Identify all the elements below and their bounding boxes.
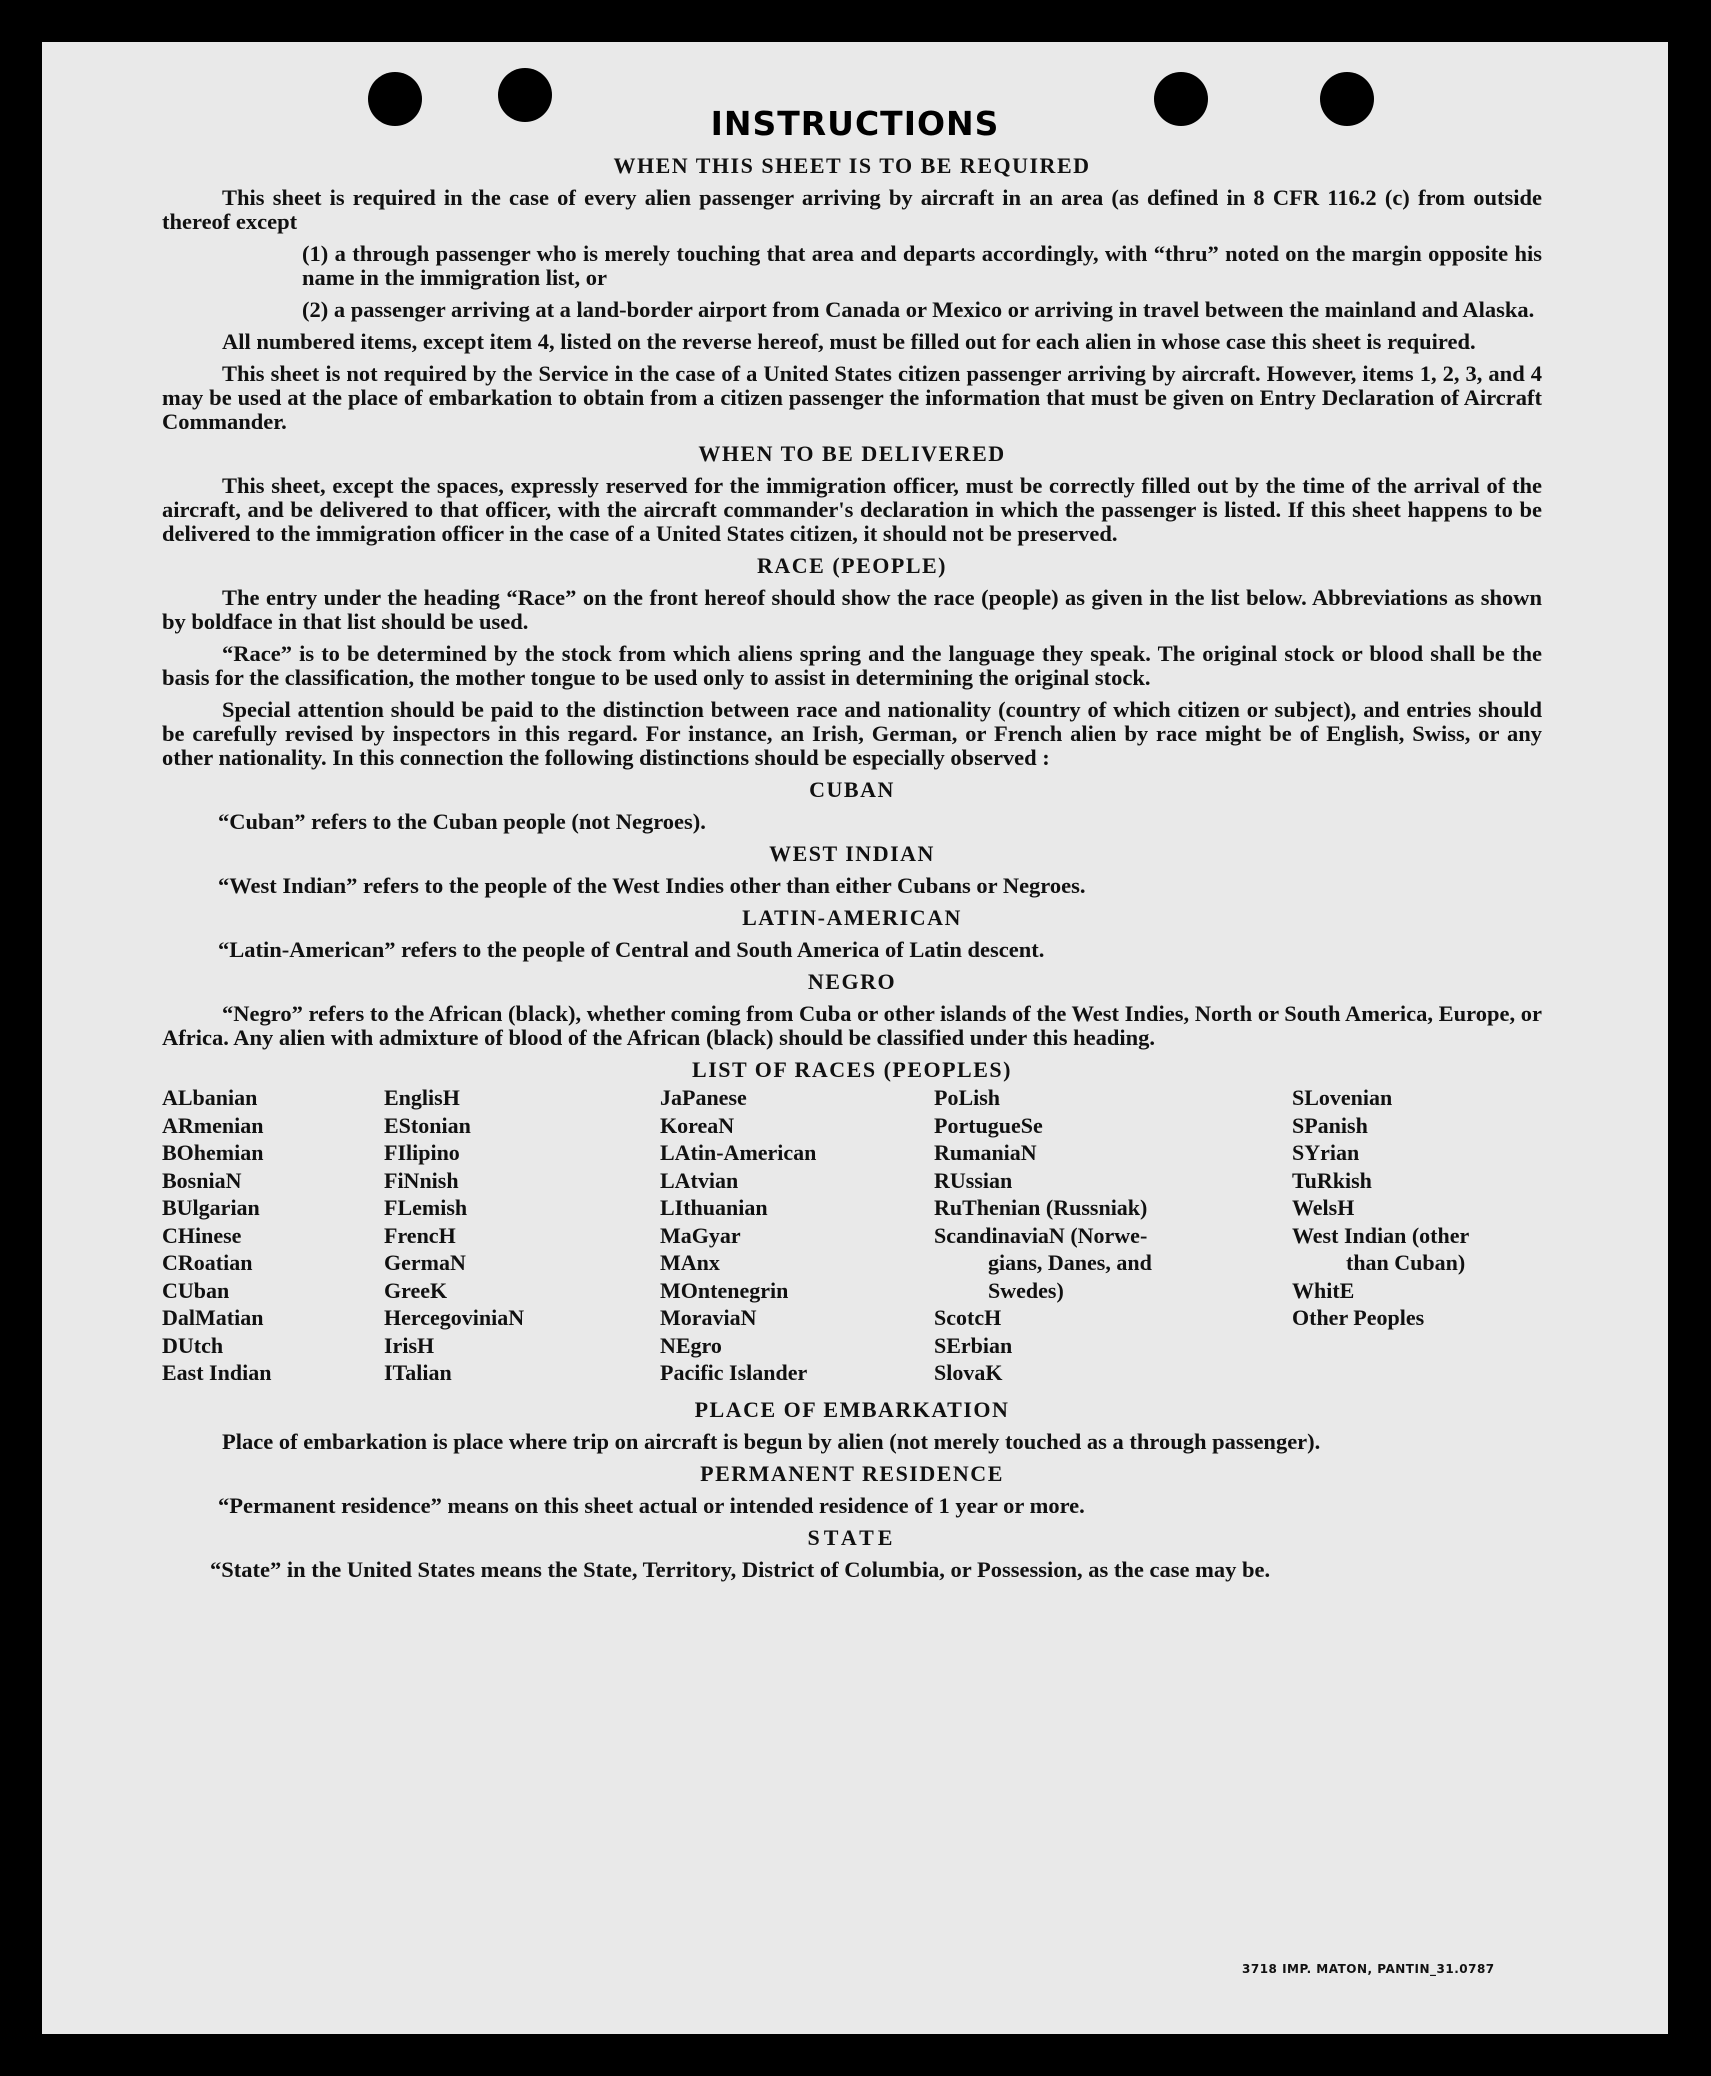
form-sheet: [42, 42, 1668, 2034]
list-item: ALbanian: [162, 1085, 258, 1110]
heading-embarkation: PLACE OF EMBARKATION: [694, 1397, 1010, 1422]
list-item: RumaniaN: [934, 1140, 1037, 1165]
definition-permanent-residence: “Permanent residence” means on this sheet actual or intended residence of 1 year or more.: [218, 1493, 1085, 1518]
list-item: MoraviaN: [660, 1305, 757, 1330]
list-item: MOntenegrin: [660, 1277, 789, 1303]
list-item: PoLish: [934, 1085, 1001, 1110]
definition-latin-american: “Latin-American” refers to the people of Central and South America of Latin descent.: [218, 937, 1045, 962]
list-item: FrencH: [384, 1222, 456, 1248]
definition-negro: “Negro” refers to the African (black), whether coming from Cuba or other islands of the West Indies, North or South America, Europe, or Africa. Any alien with admixture of blood of the African (black) should be classified under this heading.: [162, 1001, 1542, 1050]
list-item: FiNnish: [384, 1167, 459, 1193]
list-item: MaGyar: [660, 1222, 741, 1248]
page-title: INSTRUCTIONS: [710, 104, 1000, 143]
exception-item-2: (2) a passenger arriving at a land-border airport from Canada or Mexico or arriving in travel between the mainland and Alaska.: [302, 297, 1535, 322]
list-item: EStonian: [384, 1112, 471, 1138]
list-item: LIthuanian: [660, 1195, 768, 1220]
list-item: RuThenian (Russniak): [934, 1195, 1148, 1220]
races-column-4: [934, 1084, 1152, 1387]
heading-list-of-races: LIST OF RACES (PEOPLES): [692, 1057, 1012, 1082]
definition-embarkation: Place of embarkation is place where trip on aircraft is begun by alien (not merely touched as a through passenger).: [222, 1429, 1321, 1454]
paragraph: This sheet is not required by the Service in the case of a United States citizen passenger arriving by aircraft. However, items 1, 2, 3, and 4 may be used at the place of embarkation to obtain from a citizen passenger the information that must be given on Entry Declaration of Aircraft Commander.: [162, 361, 1542, 434]
list-item: SPanish: [1292, 1112, 1368, 1138]
list-item: CRoatian: [162, 1250, 253, 1275]
list-item: Other Peoples: [1292, 1305, 1425, 1330]
races-column-5: [1292, 1084, 1469, 1332]
list-item: CUban: [162, 1277, 230, 1303]
definition-west-indian: “West Indian” refers to the people of the West Indies other than either Cubans or Negroes.: [218, 873, 1086, 898]
list-item: TuRkish: [1292, 1167, 1372, 1193]
list-item: East Indian: [162, 1360, 272, 1385]
races-list: [162, 1084, 1542, 1392]
list-item: MAnx: [660, 1250, 720, 1275]
list-item: Pacific Islander: [660, 1360, 808, 1385]
list-item: RUssian: [934, 1167, 1013, 1193]
heading-state: STATE: [807, 1525, 897, 1550]
list-item: GermaN: [384, 1250, 466, 1275]
definition-cuban: “Cuban” refers to the Cuban people (not Negroes).: [218, 809, 706, 834]
heading-latin-american: LATIN-AMERICAN: [742, 905, 962, 930]
list-item: GreeK: [384, 1277, 448, 1303]
heading-negro: NEGRO: [807, 969, 897, 994]
list-item: SlovaK: [934, 1360, 1003, 1385]
paragraph: This sheet, except the spaces, expressly reserved for the immigration officer, must be correctly filled out by the time of the arrival of the aircraft, and be delivered to that officer, with the aircraft commander's declaration in which the passenger is listed. If this sheet happens to be delivered to the immigration officer in the case of a United States citizen, it should not be preserved.: [162, 473, 1542, 546]
list-item: LAtvian: [660, 1167, 739, 1193]
list-item: JaPanese: [660, 1085, 747, 1110]
list-item: HercegoviniaN: [384, 1305, 525, 1330]
list-item: NEgro: [660, 1332, 722, 1358]
list-item: SLovenian: [1292, 1085, 1393, 1110]
instructions-body: [162, 154, 1542, 1590]
races-column-1: [162, 1084, 271, 1387]
list-item: ScotcH: [934, 1305, 1002, 1330]
list-item: WelsH: [1292, 1195, 1355, 1220]
list-item: LAtin-American: [660, 1140, 817, 1165]
list-item: BosniaN: [162, 1167, 242, 1193]
list-item: gians, Danes, and: [988, 1250, 1152, 1275]
heading-cuban: CUBAN: [809, 777, 895, 802]
list-item: West Indian (other: [1292, 1222, 1470, 1248]
list-item: ARmenian: [162, 1112, 264, 1138]
list-item: SYrian: [1292, 1140, 1360, 1165]
list-item: FIlipino: [384, 1140, 460, 1165]
list-item: DalMatian: [162, 1305, 264, 1330]
heading-permanent-residence: PERMANENT RESIDENCE: [700, 1461, 1004, 1486]
list-item: KoreaN: [660, 1112, 735, 1138]
list-item: FLemish: [384, 1195, 468, 1220]
paragraph: The entry under the heading “Race” on the front hereof should show the race (people) as given in the list below. Abbreviations as shown by boldface in that list should be used.: [162, 585, 1542, 634]
list-item: ScandinaviaN (Norwe-: [934, 1222, 1148, 1248]
exception-item-1: (1) a through passenger who is merely touching that area and departs accordingly, with “thru” noted on the margin opposite his name in the immigration list, or: [302, 241, 1542, 290]
heading-when-required: WHEN THIS SHEET IS TO BE REQUIRED: [613, 153, 1091, 178]
list-item: IrisH: [384, 1332, 435, 1358]
definition-state: “State” in the United States means the State, Territory, District of Columbia, or Possession, as the case may be.: [210, 1557, 1271, 1582]
races-column-3: [660, 1084, 816, 1387]
list-item: BUlgarian: [162, 1195, 260, 1220]
list-item: ITalian: [384, 1360, 452, 1385]
list-item: WhitE: [1292, 1277, 1355, 1303]
paragraph: This sheet is required in the case of every alien passenger arriving by aircraft in an area (as defined in 8 CFR 116.2 (c) from outside thereof except: [162, 185, 1542, 234]
races-column-2: [384, 1084, 524, 1387]
list-item: SErbian: [934, 1332, 1013, 1358]
list-item: PortugueSe: [934, 1112, 1043, 1138]
heading-west-indian: WEST INDIAN: [769, 841, 935, 866]
paragraph: “Race” is to be determined by the stock from which aliens spring and the language they speak. The original stock or blood shall be the basis for the classification, the mother tongue to be used only to assist in determining the original stock.: [162, 641, 1542, 690]
list-item: BOhemian: [162, 1140, 264, 1165]
list-item: EnglisH: [384, 1085, 460, 1110]
list-item: CHinese: [162, 1222, 242, 1248]
heading-when-delivered: WHEN TO BE DELIVERED: [698, 441, 1006, 466]
list-item: DUtch: [162, 1332, 224, 1358]
heading-race: RACE (PEOPLE): [757, 553, 947, 578]
list-item: than Cuban): [1346, 1250, 1466, 1275]
paragraph: All numbered items, except item 4, listed on the reverse hereof, must be filled out for each alien in whose case this sheet is required.: [222, 329, 1476, 354]
paragraph: Special attention should be paid to the distinction between race and nationality (country of which citizen or subject), and entries should be carefully revised by inspectors in this regard. For instance, an Irish, German, or French alien by race might be of English, Swiss, or any other nationality. In this connection the following distinctions should be especially observed :: [162, 697, 1542, 770]
printer-imprint: 3718 IMP. MATON, PANTIN_31.0787: [1242, 1962, 1495, 1976]
list-item: Swedes): [988, 1277, 1064, 1303]
